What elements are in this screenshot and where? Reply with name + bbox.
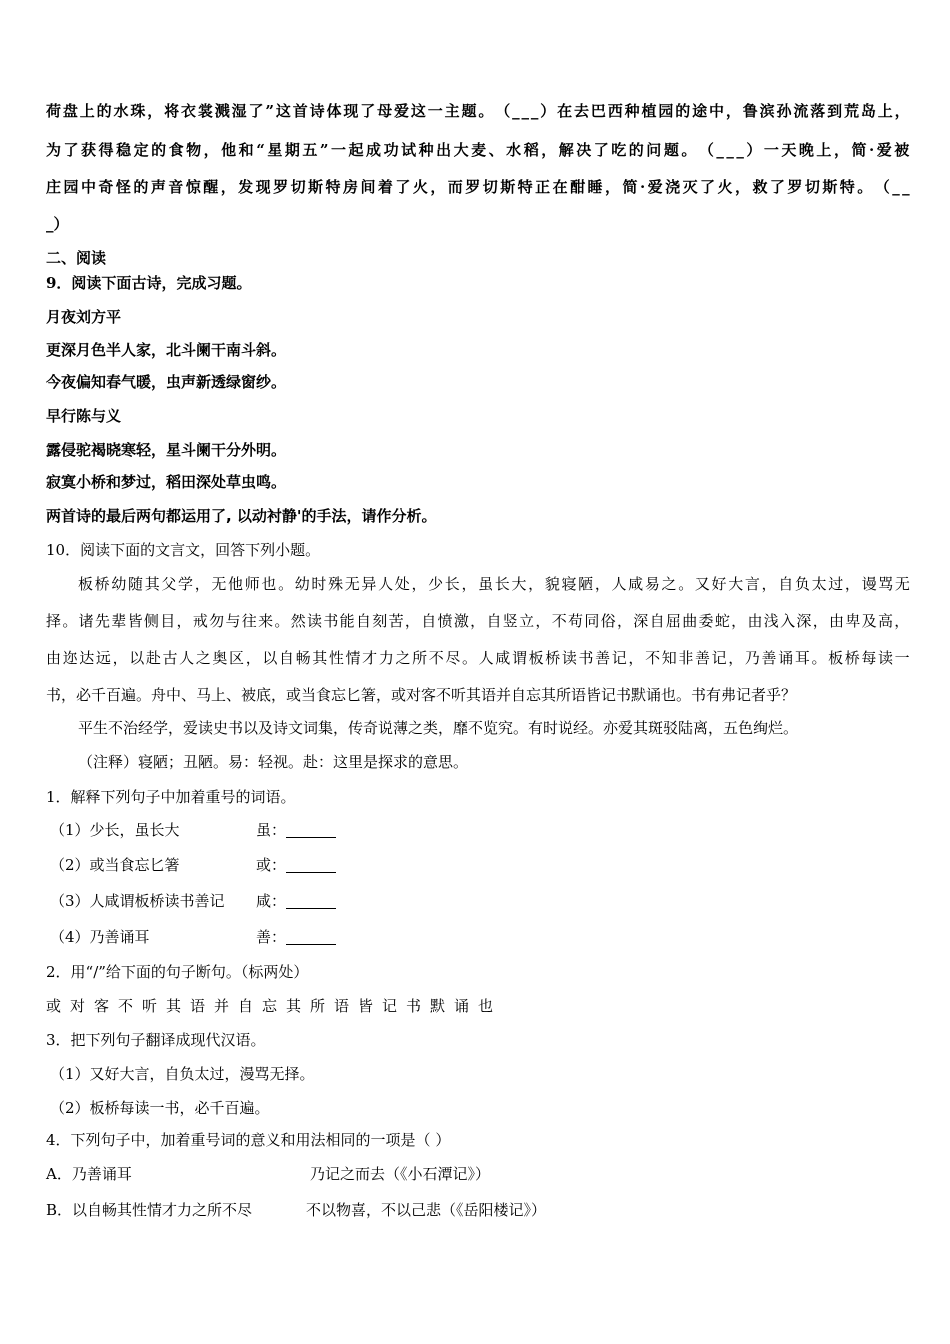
sub1-answer-2	[256, 855, 336, 875]
passage-line-4: _）	[46, 215, 69, 233]
section-heading: 二、阅读	[46, 249, 107, 267]
poem1-line-2: 今夜偏知春气暖，虫声新透绿窗纱。	[46, 373, 287, 391]
sub1-word-4: 善：	[256, 928, 287, 946]
sub1-prompt: 1．解释下列句子中加着重号的词语。	[46, 788, 296, 806]
sub1-word-3: 咸：	[256, 892, 287, 910]
sub3-prompt: 3．把下列句子翻译成现代汉语。	[46, 1031, 266, 1049]
answer-blank-4[interactable]	[286, 930, 336, 945]
sub1-word-1: 虽：	[256, 821, 287, 839]
answer-blank-3[interactable]	[286, 894, 336, 909]
poem2-title: 早行陈与义	[46, 407, 122, 425]
sub4-prompt: 4．下列句子中，加着重号词的意义和用法相同的一项是（ ）	[46, 1131, 451, 1149]
sub3-item-2: （2）板桥每读一书，必千百遍。	[50, 1099, 270, 1117]
classical-text-line-5: 平生不治经学，爱读史书以及诗文词集，传奇说薄之类，靡不览究。有时说经。亦爱其斑驳陆离，五色绚烂。	[78, 719, 799, 737]
sub1-item-3: （3）人咸谓板桥读书善记	[50, 892, 225, 910]
sub1-answer-4	[256, 927, 336, 947]
sub2-sentence: 或对客不听其语并自忘其所语皆记书默诵也	[46, 997, 503, 1015]
classical-text-line-2: 择 。 诸 先 辈 皆 侧 目 ， 戒 勿 与 往 来 。 然 读 书 能 自 刻 苦 ， 自 愤 激 ， 自 竖 立 ， 不 苟 同 俗 ， 深 自 屈 曲 委 蛇 ， 由 浅 入 深 ， 由 卑 及 高 ，	[46, 612, 910, 630]
poem1-line-1: 更深月色半人家，北斗阑干南斗斜。	[46, 341, 287, 359]
passage-line-2: 为 了 获 得 稳 定 的 食 物 ， 他 和 “ 星 期 五 ” 一 起 成 功 试 种 出 大 麦 、 水 稻 ， 解 决 了 吃 的 问 题 。 （ _ _ _ ） 一 天 晚 上 ， 简 · 爱 被	[46, 141, 910, 159]
option-b-right: 不以物喜，不以己悲（《岳阳楼记》）	[306, 1201, 547, 1219]
sub2-prompt: 2．用“/”给下面的句子断句。（标两处）	[46, 963, 309, 981]
poem1-title: 月夜刘方平	[46, 308, 122, 326]
option-b-left: B．以自畅其性情才力之所不尽	[46, 1201, 253, 1219]
poem2-line-2: 寂寞小桥和梦过，稻田深处草虫鸣。	[46, 473, 287, 491]
sub3-item-1: （1）又好大言，自负太过，漫骂无择。	[50, 1065, 315, 1083]
sub1-item-4: （4）乃善诵耳	[50, 928, 150, 946]
sub1-answer-3	[256, 891, 336, 911]
sub1-word-2: 或：	[256, 856, 287, 874]
sub1-answer-1	[256, 820, 336, 840]
answer-blank-2[interactable]	[286, 858, 336, 873]
option-a-left: A．乃善诵耳	[46, 1165, 132, 1183]
option-a-right: 乃记之而去（《小石潭记》）	[310, 1165, 491, 1183]
sub1-item-1: （1）少长，虽长大	[50, 821, 180, 839]
q10-prompt: 10．阅读下面的文言文，回答下列小题。	[46, 541, 321, 559]
sub1-item-2: （2）或当食忘匕箸	[50, 856, 180, 874]
classical-text-line-3: 由 迩 达 远 ， 以 赴 古 人 之 奥 区 ， 以 自 畅 其 性 情 才 力 之 所 不 尽 。 人 咸 谓 板 桥 读 书 善 记 ， 不 知 非 善 记 ， 乃 善 诵 耳 。 板 桥 每 读 一	[46, 649, 910, 667]
q9-prompt: 9．阅读下面古诗，完成习题。	[46, 274, 252, 292]
annotation-note: （注释）寝陋；丑陋。易：轻视。赴：这里是探求的意思。	[78, 753, 469, 771]
passage-line-1: 荷 盘 上 的 水 珠 ， 将 衣 裳 溅 湿 了 ” 这 首 诗 体 现 了 母 爱 这 一 主 题 。 （ _ _ _ ） 在 去 巴 西 种 植 园 的 途 中 ， 鲁 滨 孙 流 落 到 荒 岛 上 ，	[46, 102, 910, 120]
classical-text-line-1: 板 桥 幼 随 其 父 学 ， 无 他 师 也 。 幼 时 殊 无 异 人 处 ， 少 长 ， 虽 长 大 ， 貌 寝 陋 ， 人 咸 易 之 。 又 好 大 言 ， 自 负 太 过 ， 谩 骂 无	[78, 575, 910, 593]
passage-line-3: 庄 园 中 奇 怪 的 声 音 惊 醒 ， 发 现 罗 切 斯 特 房 间 着 了 火 ， 而 罗 切 斯 特 正 在 酣 睡 ， 简 · 爱 浇 灭 了 火 ， 救 了 罗 切 斯 特 。 （ _ _	[46, 178, 910, 196]
classical-text-line-4: 书，必千百遍。舟中、马上、被底，或当食忘匕箸，或对客不听其语并自忘其所语皆记书默诵也。书有弗记者乎？	[46, 686, 797, 704]
answer-blank-1[interactable]	[286, 823, 336, 838]
q9-question: 两首诗的最后两句都运用了, 以动衬静'的手法，请作分析。	[46, 507, 437, 525]
poem2-line-1: 露侵驼褐晓寒轻，星斗阑干分外明。	[46, 441, 287, 459]
